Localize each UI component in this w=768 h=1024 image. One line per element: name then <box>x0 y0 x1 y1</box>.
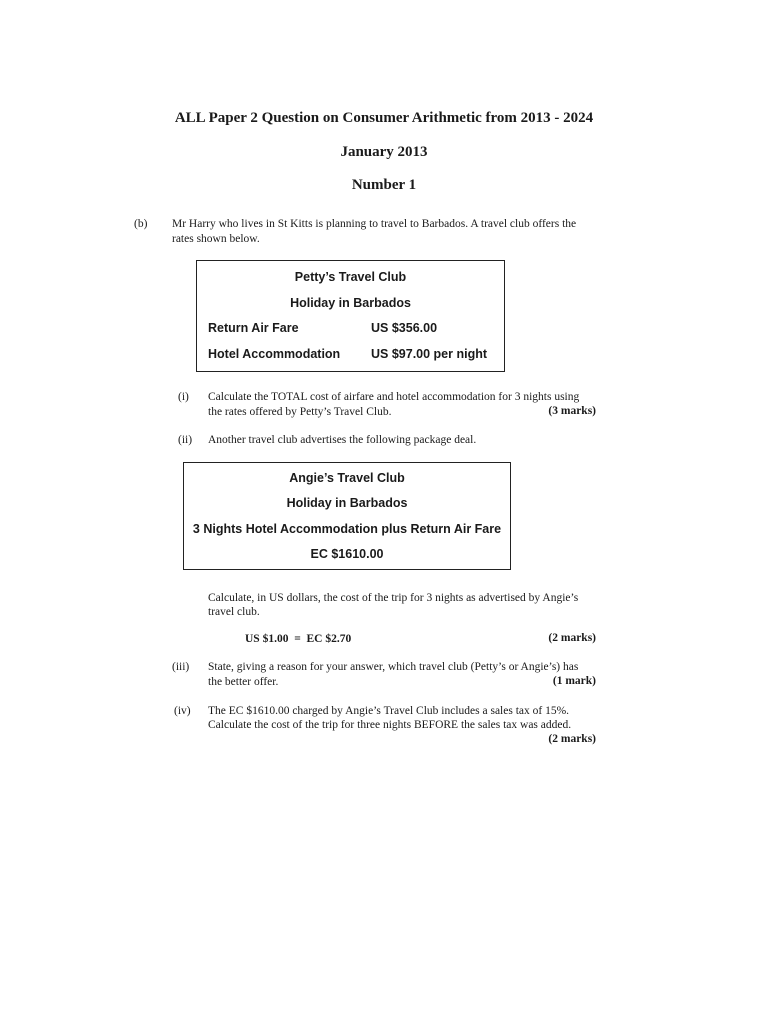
angie-box-title: Angie’s Travel Club <box>289 471 405 485</box>
part-i-line-2: the rates offered by Petty’s Travel Club. <box>208 406 392 418</box>
part-i-line-1: Calculate the TOTAL cost of airfare and hotel accommodation for 3 nights using <box>208 391 580 403</box>
return-air-fare-value: US $356.00 <box>371 321 438 335</box>
intro-line-1: Mr Harry who lives in St Kitts is planning to travel to Barbados. A travel club offers the <box>172 218 577 230</box>
part-iv-line-1: The EC $1610.00 charged by Angie’s Travel Club includes a sales tax of 15%. <box>208 705 570 717</box>
part-ii-marks: (2 marks) <box>548 632 596 644</box>
part-ii-calc-line-2: travel club. <box>208 606 260 618</box>
petty-box-subtitle: Holiday in Barbados <box>290 296 411 310</box>
hotel-accommodation-label: Hotel Accommodation <box>208 347 341 361</box>
part-ii-calc-line-1: Calculate, in US dollars, the cost of the trip for 3 nights as advertised by Angie’s <box>208 592 579 604</box>
hotel-accommodation-value: US $97.00 per night <box>371 347 488 361</box>
return-air-fare-label: Return Air Fare <box>208 321 299 335</box>
part-iv-marks: (2 marks) <box>548 733 596 745</box>
part-ii-label: (ii) <box>178 434 193 446</box>
part-iii-marks: (1 mark) <box>552 675 596 687</box>
angie-box-package: 3 Nights Hotel Accommodation plus Return Air Fare <box>192 522 502 536</box>
exchange-rate: US $1.00 = EC $2.70 <box>245 633 352 645</box>
question-number-heading: Number 1 <box>351 177 417 193</box>
petty-travel-club-box <box>196 260 505 372</box>
intro-line-2: rates shown below. <box>172 233 260 245</box>
part-iii-line-2: the better offer. <box>208 676 279 688</box>
session-heading: January 2013 <box>340 144 428 160</box>
angie-box-subtitle: Holiday in Barbados <box>286 496 408 510</box>
document-title: ALL Paper 2 Question on Consumer Arithmetic from 2013 - 2024 <box>174 110 594 126</box>
angie-box-price: EC $1610.00 <box>310 547 384 561</box>
part-i-label: (i) <box>178 391 189 403</box>
petty-box-title: Petty’s Travel Club <box>294 270 407 284</box>
angie-travel-club-box <box>183 462 511 570</box>
part-i-marks: (3 marks) <box>548 405 596 417</box>
part-iii-line-1: State, giving a reason for your answer, which travel club (Petty’s or Angie’s) has <box>208 661 579 673</box>
part-iv-line-2: Calculate the cost of the trip for three nights BEFORE the sales tax was added. <box>208 719 572 731</box>
part-iii-label: (iii) <box>172 661 190 673</box>
part-ii-line-1: Another travel club advertises the following package deal. <box>208 434 477 446</box>
part-label: (b) <box>134 218 148 230</box>
part-iv-label: (iv) <box>174 705 191 717</box>
